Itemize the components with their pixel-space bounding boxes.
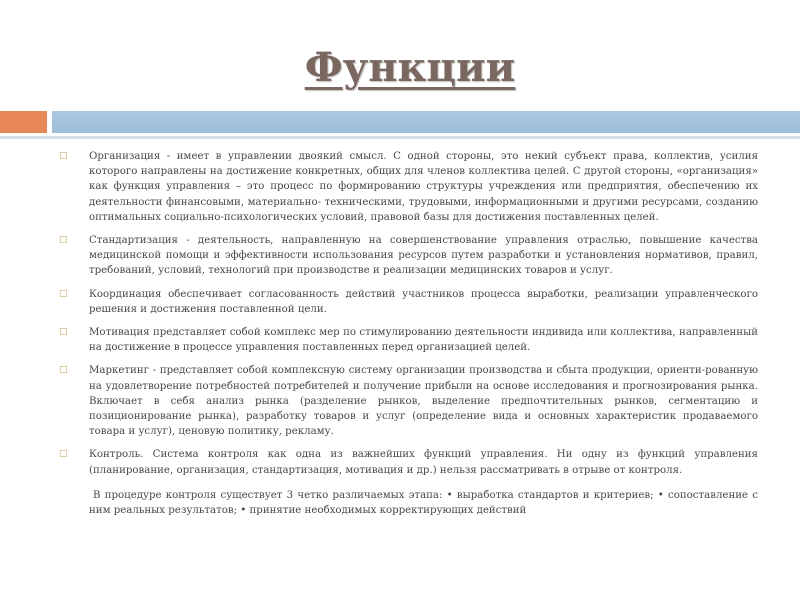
bullet-item-control — [58, 447, 758, 477]
bullet-square-icon: □ — [59, 151, 68, 161]
bullet-item-standardization — [58, 233, 758, 279]
bullet-text: Контроль. Система контроля как одна из важнейших функций управления. Ни одну из функций управления (планирование, организация, стандартизация, мотивация и др.) нельзя рассматривать в отрыве от контроля. — [89, 449, 758, 476]
bullet-item-organization — [58, 149, 758, 225]
control-stages-note: В процедуре контроля существует 3 четко различаемых этапа: • выработка стандартов и критериев; • сопоставление с ним реальных результатов; • принятие необходимых корректирующих действий — [89, 489, 758, 517]
bullet-square-icon: □ — [59, 449, 68, 460]
bullet-item-coordination — [58, 287, 758, 317]
bullet-square-icon: □ — [59, 365, 68, 376]
bullet-square-icon: □ — [59, 288, 68, 299]
bullet-square-icon: □ — [59, 327, 68, 338]
title-divider-strip — [0, 136, 800, 139]
slide-content — [58, 149, 758, 518]
bullet-text: Организация - имеет в управлении двоякий смысл. С одной стороны, это некий субъект права, коллектив, усилия которого направлены на достижение конкретных, общих для членов коллектива целей. С другой стороны, «организация» как функция управления – это процесс по формированию структуры учреждения или предприятия, обеспечению их деятельности финансовыми, материально- техническими, трудовыми, информационными и другими ресурсами, созданию оптимальных социально-психологических условий, правовой базы для достижения поставленных целей. — [89, 151, 758, 223]
bullet-text: Мотивация представляет собой комплекс мер по стимулированию деятельности индивида или коллектива, направленный на достижение в процессе управления поставленных перед организацией целей. — [89, 327, 758, 354]
bullet-item-marketing — [58, 363, 758, 439]
title-divider-bar — [52, 111, 800, 133]
title-divider-accent — [0, 111, 47, 133]
bullet-text: Стандартизация - деятельность, направленную на совершенствование управления отраслью, повышение качества медицинской помощи и эффективности использования ресурсов путем разработки и установления нормативов, правил, требований, условий, технологий при производстве и реализации медицинских товаров и услуг. — [89, 235, 758, 277]
bullet-square-icon: □ — [59, 235, 68, 246]
slide-title: Функции — [304, 44, 516, 91]
bullet-text: Маркетинг - представляет собой комплексную систему организации производства и сбыта продукции, ориенти-рованную на удовлетворение потребностей потребителей и получение прибыли на основе исследования и прогнозирования рынка. Включает в себя анализ рынка (разделение рынков, выделение предпочтительных рынков, сегментацию и позиционирование рынка), разработку товаров и услуг (определение вида и основных характеристик продаваемого товара и услуг), ценовую политику, рекламу. — [89, 365, 758, 438]
bullet-item-motivation — [58, 325, 758, 355]
bullet-text: Координация обеспечивает согласованность действий участников процесса выработки, реализации управленческого решения и достижения поставленной цели. — [89, 288, 758, 315]
